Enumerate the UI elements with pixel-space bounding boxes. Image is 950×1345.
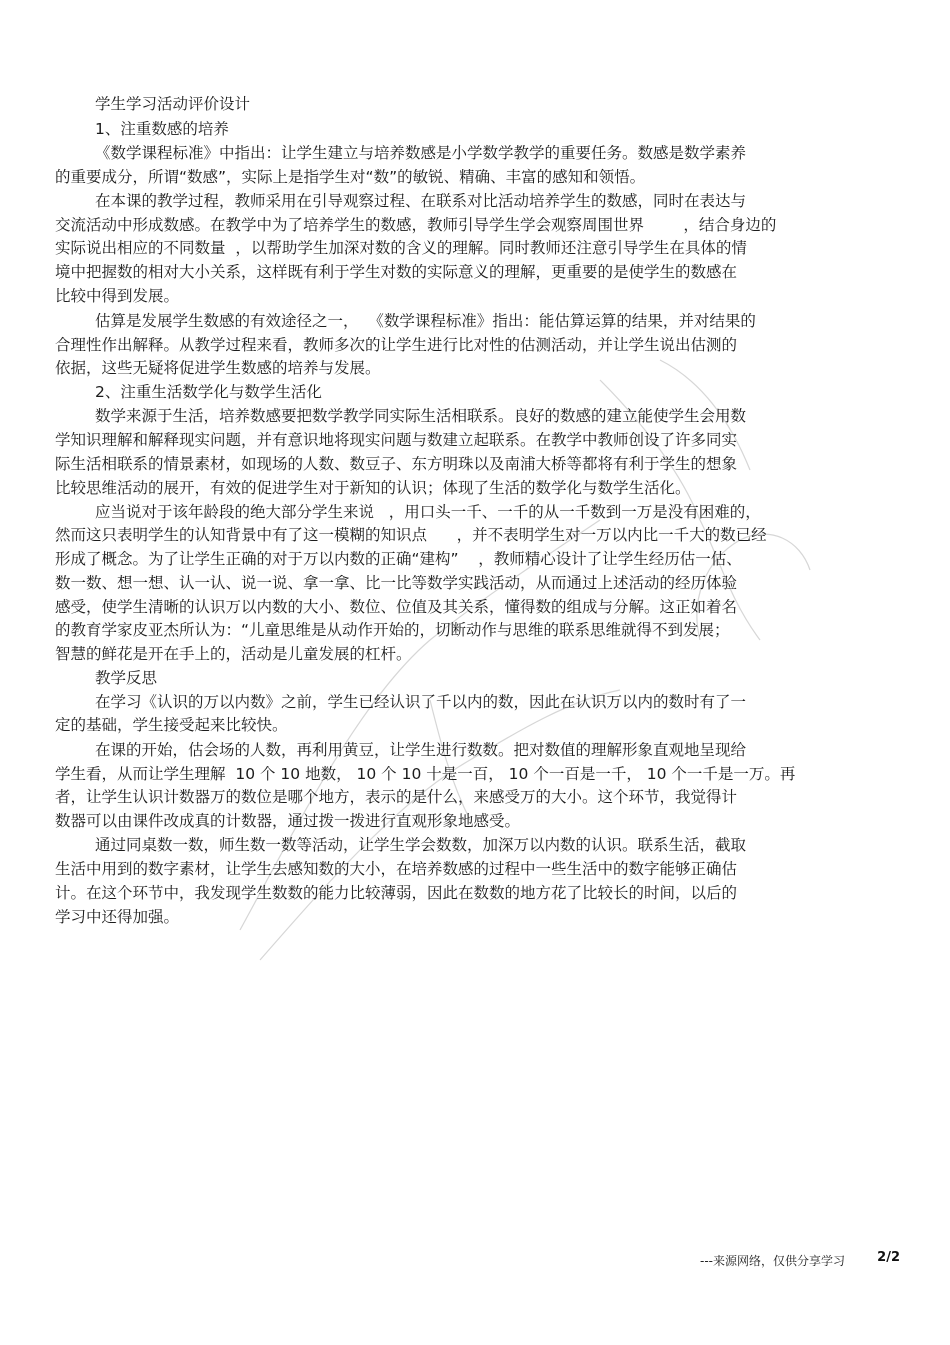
text-line: 生活中用到的数字素材，让学生去感知数的大小，在培养数感的过程中一些生活中的数字能够正确估 — [55, 860, 738, 878]
text-line: 者，让学生认识计数器万的数位是哪个地方，表示的是什么，来感受万的大小。这个环节，我觉得计 — [55, 788, 738, 806]
text-line: 在本课的教学过程，教师采用在引导观察过程、在联系对比活动培养学生的数感，同时在表达与 — [95, 192, 747, 210]
text-line: 智慧的鲜花是开在手上的，活动是儿童发展的杠杆。 — [55, 645, 412, 663]
text-line: 感受，使学生清晰的认识万以内数的大小、数位、位值及其关系，懂得数的组成与分解。这正如着名 — [55, 598, 738, 616]
text-line: 的重要成分，所谓“数感”，实际上是指学生对“数”的敏锐、精确、丰富的感知和领悟。 — [55, 168, 646, 186]
text-line: 实际说出相应的不同数量 ，以帮助学生加深对数的含义的理解。同时教师还注意引导学生在具体的情 — [55, 239, 747, 257]
text-line: 学知识理解和解释现实问题，并有意识地将现实问题与数建立起联系。在教学中教师创设了许多同实 — [55, 431, 738, 449]
text-line: 定的基础，学生接受起来比较快。 — [55, 716, 288, 734]
text-line: 比较中得到发展。 — [55, 287, 180, 305]
footer-note: ---来源网络，仅供分享学习 — [700, 1254, 845, 1268]
text-line: 1、注重数感的培养 — [95, 120, 229, 138]
text-line: 应当说对于该年龄段的绝大部分学生来说 ，用口头一千、一千的从一千数到一万是没有困难的， — [95, 503, 761, 521]
text-line: 然而这只表明学生的认知背景中有了这一模糊的知识点 ，并不表明学生对一万以内比一千大的数已经 — [55, 526, 767, 544]
text-line: 依据，这些无疑将促进学生数感的培养与发展。 — [55, 359, 381, 377]
text-line: 学习中还得加强。 — [55, 908, 180, 926]
text-line: 在课的开始，估会场的人数，再利用黄豆，让学生进行数数。把对数值的理解形象直观地呈现给 — [95, 741, 747, 759]
text-line: 计。在这个环节中，我发现学生数数的能力比较薄弱，因此在数数的地方花了比较长的时间，以后的 — [55, 884, 738, 902]
text-line: 数学来源于生活，培养数感要把数学教学同实际生活相联系。良好的数感的建立能使学生会用数 — [95, 407, 747, 425]
text-line: 通过同桌数一数，师生数一数等活动，让学生学会数数，加深万以内数的认识。联系生活，截取 — [95, 836, 747, 854]
page-number: 2/2 — [877, 1250, 900, 1265]
text-line: 的教育学家皮亚杰所认为：“儿童思维是从动作开始的，切断动作与思维的联系思维就得不到发展； — [55, 621, 730, 639]
text-line: 2、注重生活数学化与数学生活化 — [95, 383, 322, 401]
text-line: 学生学习活动评价设计 — [95, 95, 251, 113]
text-line: 估算是发展学生数感的有效途径之一， 《数学课程标准》指出：能估算运算的结果，并对结果的 — [95, 312, 756, 330]
text-line: 在学习《认识的万以内数》之前，学生已经认识了千以内的数，因此在认识万以内的数时有了一 — [95, 693, 747, 711]
text-line: 教学反思 — [95, 669, 158, 687]
text-line: 形成了概念。为了让学生正确的对于万以内数的正确“建构” ，教师精心设计了让学生经历估一估、 — [55, 550, 742, 568]
text-line: 际生活相联系的情景素材，如现场的人数、数豆子、东方明珠以及南浦大桥等都将有利于学生的想象 — [55, 455, 738, 473]
text-line: 交流活动中形成数感。在教学中为了培养学生的数感，教师引导学生学会观察周围世界 ，结合身边的 — [55, 216, 777, 234]
text-line: 境中把握数的相对大小关系，这样既有利于学生对数的实际意义的理解，更重要的是使学生的数感在 — [55, 263, 738, 281]
text-line: 学生看，从而让学生理解 10 个 10 地数， 10 个 10 十是一百， 10 个一百是一千， 10 个一千是一万。再 — [55, 765, 796, 783]
text-line: 《数学课程标准》中指出：让学生建立与培养数感是小学数学教学的重要任务。数感是数学素养 — [95, 144, 747, 162]
text-line: 比较思维活动的展开，有效的促进学生对于新知的认识；体现了生活的数学化与数学生活化。 — [55, 479, 691, 497]
text-line: 数器可以由课件改成真的计数器，通过拨一拨进行直观形象地感受。 — [55, 812, 521, 830]
text-line: 数一数、想一想、认一认、说一说、拿一拿、比一比等数学实践活动，从而通过上述活动的经历体验 — [55, 574, 738, 592]
text-line: 合理性作出解释。从教学过程来看，教师多次的让学生进行比对性的估测活动，并让学生说出估测的 — [55, 336, 738, 354]
